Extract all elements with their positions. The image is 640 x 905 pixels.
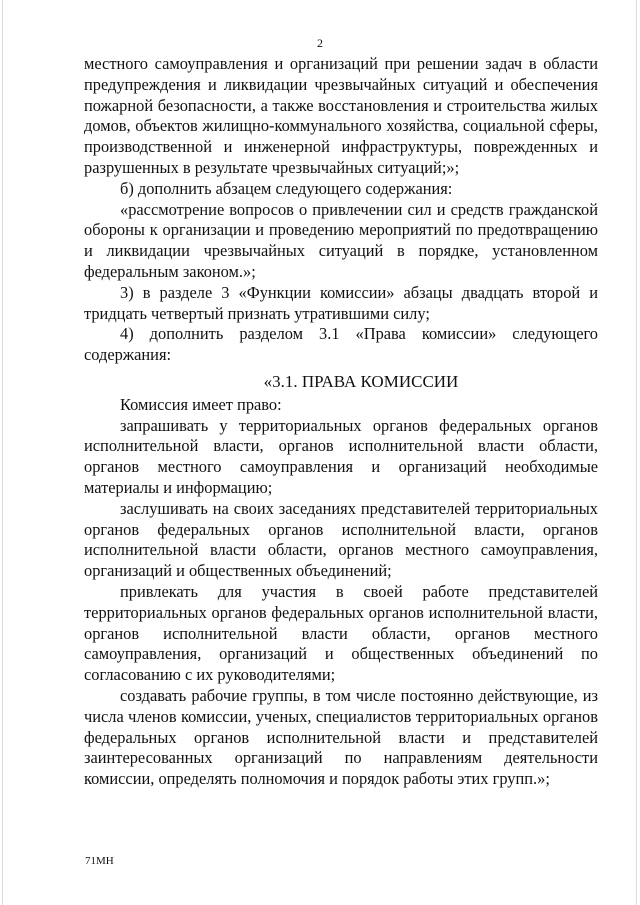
- paragraph-item-4: 4) дополнить разделом 3.1 «Права комиссии» следующего содержания:: [84, 324, 598, 365]
- document-body: [84, 54, 598, 790]
- right-involve-representatives: привлекать для участия в своей работе представителей территориальных органов федеральных органов исполнительной власти, органов исполнительной власти области, органов местного самоуправления, организаций и общественных объединений по согласованию с их руководителями;: [84, 581, 598, 685]
- right-request-materials: запрашивать у территориальных органов федеральных органов исполнительной власти, органов исполнительной власти области, органов местного самоуправления и организаций необходимые материалы и информацию;: [84, 415, 598, 497]
- right-create-working-groups: создавать рабочие группы, в том числе постоянно действующие, из числа членов комиссии, ученых, специалистов территориальных органов федеральных органов исполнительной власти и представителей заинтересованных организаций по направлениям деятельности комиссии, определять полномочия и порядок работы этих групп.»;: [84, 685, 598, 789]
- paragraph-item-3: 3) в разделе 3 «Функции комиссии» абзацы двадцать второй и тридцать четвертый признать утратившими силу;: [84, 282, 598, 323]
- right-hear-representatives: заслушивать на своих заседаниях представителей территориальных органов федеральных органов исполнительной власти, органов исполнительной власти области, органов местного самоуправления, организаций и общественных объединений;: [84, 498, 598, 581]
- scan-edge-right: [636, 0, 637, 905]
- section-heading: «3.1. ПРАВА КОМИССИИ: [263, 371, 459, 391]
- footer-code: 71МН: [85, 855, 114, 867]
- rights-intro: Комиссия имеет право:: [120, 394, 282, 414]
- paragraph-continuation: местного самоуправления и организаций при решении задач в области предупреждения и ликвидации чрезвычайных ситуаций и обеспечения пожарной безопасности, а также восстановления и строительства жилых домов, объектов жилищно-коммунального хозяйства, социальной сферы, производственной и инженерной инфраструктуры, поврежденных и разрушенных в результате чрезвычайных ситуаций;»;: [84, 54, 598, 177]
- page-number: 2: [317, 36, 323, 50]
- scan-edge-left: [2, 0, 3, 905]
- paragraph-item-b: б) дополнить абзацем следующего содержания:: [120, 178, 453, 198]
- paragraph-quoted-addition: «рассмотрение вопросов о привлечении сил и средств гражданской обороны к организации и проведению мероприятий по предотвращению и ликвидации чрезвычайных ситуаций в порядке, установленном федеральным законом.»;: [84, 199, 598, 281]
